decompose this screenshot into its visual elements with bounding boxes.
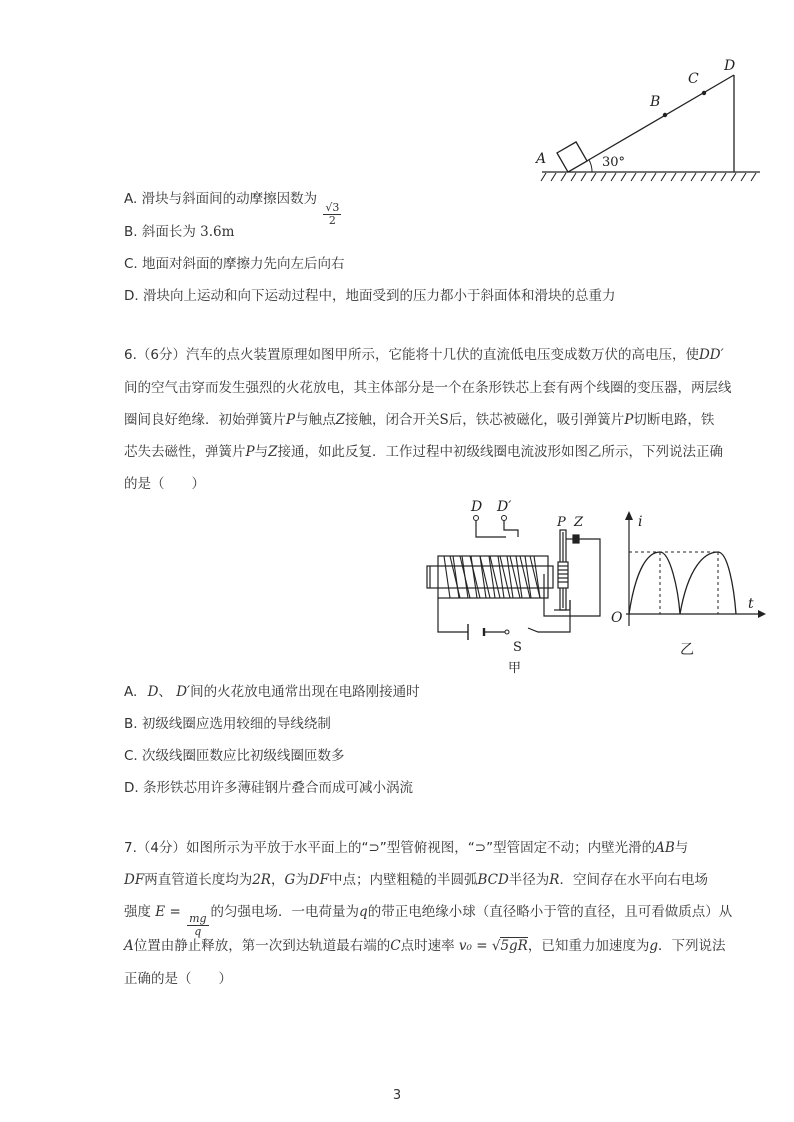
current-waveform-figure — [608, 508, 768, 660]
terminal-d-label: D — [471, 499, 483, 515]
q6-stem-line-4: 芯失去磁性，弹簧片P与Z接通，如此反复．工作过程中初级线圈电流波形如图乙所示，下列说法正确 — [124, 444, 723, 460]
figure-jia-label: 甲 — [508, 661, 522, 676]
incline-figure — [530, 52, 770, 187]
q6-option-b: B. 初级线圈应选用较细的导线绕制 — [124, 716, 331, 732]
q7-stem-line-5: 正确的是（ ） — [124, 971, 232, 987]
label-d: D — [724, 58, 736, 74]
q6-option-d: D. 条形铁芯用许多薄硅钢片叠合而成可减小涡流 — [124, 780, 413, 796]
origin-label: O — [611, 610, 623, 626]
q5-option-d: D. 滑块向上运动和向下运动过程中，地面受到的压力都小于斜面体和滑块的总重力 — [124, 288, 616, 304]
contact-p-label: P — [557, 515, 566, 530]
q5-option-c: C. 地面对斜面的摩擦力先向左后向右 — [124, 256, 345, 272]
axis-i-label: i — [638, 514, 643, 530]
point-c-dot — [702, 91, 706, 95]
terminal-dprime-label: D′ — [497, 499, 512, 515]
point-b-dot — [663, 113, 667, 117]
q6-stem-line-2: 间的空气击穿而发生强烈的火花放电，其主体部分是一个在条形铁芯上套有两个线圈的变压器，两层线 — [124, 380, 732, 396]
label-c: C — [688, 71, 699, 87]
waveform-curve — [629, 552, 736, 614]
q6-stem-line-1: 6.（6分）汽车的点火装置原理如图甲所示，它能将十几伏的直流低电压变成数万伏的高电压，使DD′ — [124, 347, 724, 363]
slider-block — [557, 142, 587, 172]
ignition-circuit-figure — [420, 492, 610, 677]
q7-field-fraction: $\frac{mg}{q}$ — [189, 912, 207, 938]
q7-stem-line-3: 强度 E = $\frac{mg}{q}$ 的匀强电场．一电荷量为q的带正电绝缘小球（直径略小于管的直径，且可看做质点）从 — [124, 904, 733, 938]
page-number: 3 — [392, 1088, 402, 1103]
label-a: A — [536, 151, 547, 167]
contact-z-label: Z — [574, 515, 584, 530]
switch-s-label: S — [513, 640, 522, 655]
primary-coil — [444, 556, 540, 598]
q5-option-a: A. 滑块与斜面间的动摩擦因数为 $\frac{√3}{2}$ — [124, 191, 340, 227]
q7-stem-line-2: DF两直管道长度均为2R，G为DF中点；内壁粗糙的半圆弧BCD半径为R．空间存在水平向右电场 — [124, 872, 708, 888]
q6-option-a: A. D、 D′间的火花放电通常出现在电路刚接通时 — [124, 684, 420, 700]
q6-stem-line-5: 的是（ ） — [124, 476, 205, 492]
q5-option-a-fraction: $\frac{√3}{2}$ — [325, 201, 340, 227]
q5-option-b: B. 斜面长为 3.6m — [124, 224, 235, 240]
switch-contact — [505, 630, 509, 634]
q7-stem-line-1: 7.（4分）如图所示为平放于水平面上的“⊃”型管俯视图，“⊃”型管固定不动；内壁光滑的AB与 — [124, 840, 689, 856]
label-b: B — [650, 94, 661, 110]
axis-t-label: t — [748, 596, 754, 612]
q6-stem-line-3: 圈间良好绝缘．初始弹簧片P与触点Z接触，闭合开关S后，铁芯被磁化，吸引弹簧片P切断电路，铁 — [124, 412, 715, 428]
angle-label: 30° — [602, 155, 626, 170]
incline-surface — [568, 75, 734, 172]
q6-option-c: C. 次级线圈匝数应比初级线圈匝数多 — [124, 748, 345, 764]
figure-yi-label: 乙 — [680, 642, 694, 658]
q7-stem-line-4: A位置由静止释放，第一次到达轨道最右端的C点时速率 v₀ = √5gR，已知重力加速度为g．下列说法 — [124, 938, 726, 954]
